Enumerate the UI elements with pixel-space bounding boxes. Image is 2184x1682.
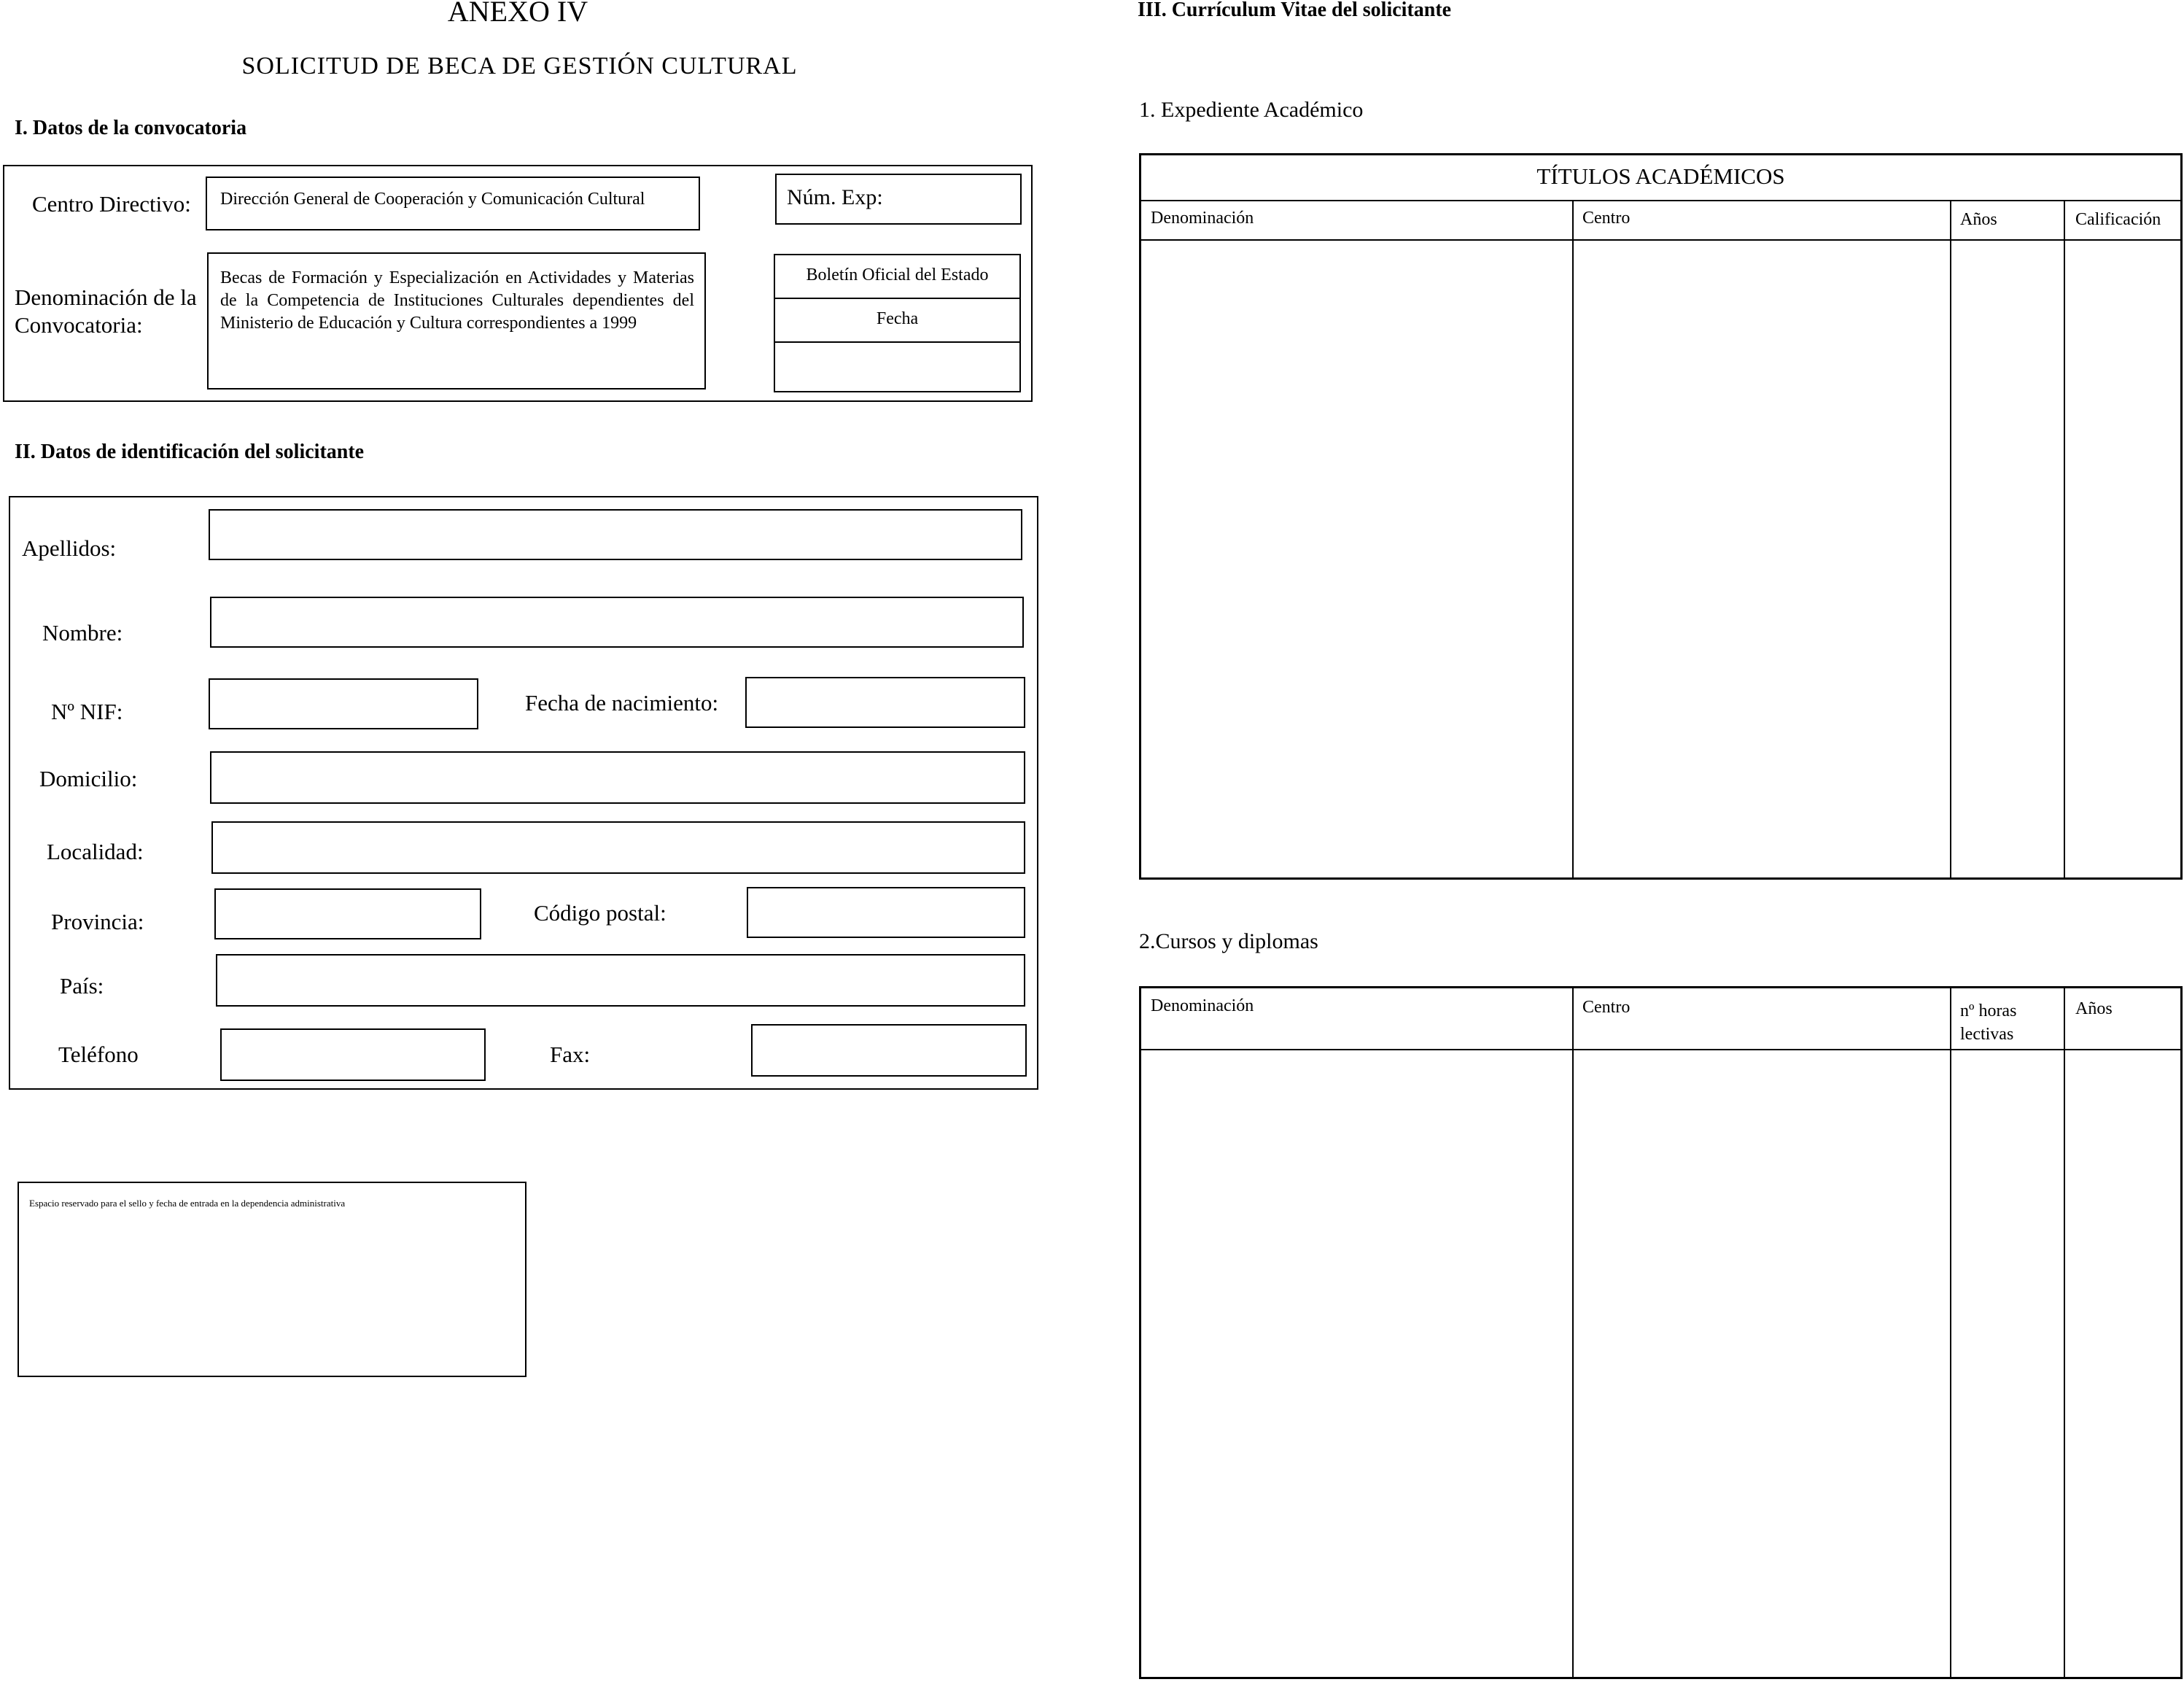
num-exp-label: Núm. Exp: (787, 185, 883, 209)
codigo-postal-label: Código postal: (534, 900, 667, 926)
boletin-divider-1 (774, 298, 1021, 299)
pais-label: País: (60, 973, 104, 999)
cursos-body[interactable] (1141, 1050, 2180, 1677)
titulos-col-calificacion: Calificación (2075, 210, 2161, 229)
codigo-postal-input[interactable] (747, 887, 1025, 938)
domicilio-label: Domicilio: (39, 766, 138, 791)
section-1-heading: I. Datos de la convocatoria (15, 117, 247, 139)
fecha-field[interactable] (775, 343, 1019, 391)
titulos-col-denominacion: Denominación (1151, 209, 1254, 228)
section-3-heading: III. Currículum Vitae del solicitante (1138, 0, 1452, 21)
num-exp-field[interactable] (775, 174, 1022, 225)
telefono-label: Teléfono (58, 1042, 139, 1067)
denominacion-label: Denominación de la (15, 284, 197, 310)
apellidos-label: Apellidos: (22, 535, 117, 561)
nombre-label: Nombre: (42, 620, 123, 646)
fax-label: Fax: (550, 1042, 591, 1067)
apellidos-input[interactable] (209, 509, 1022, 560)
cursos-col-horas: nº horas lectivas (1960, 1001, 2017, 1044)
titulos-title-divider (1139, 200, 2183, 201)
stamp-text: Espacio reservado para el sello y fecha de entrada en la dependencia administrativa (29, 1198, 346, 1209)
titulos-col-anos: Años (1960, 210, 1997, 229)
stamp-box (18, 1182, 526, 1377)
denominacion-value: Becas de Formación y Especialización en Actividades y Materias de la Competencia de Instituciones Culturales dependientes del Ministerio de Educación y Cultura correspondientes a 1999 (220, 268, 694, 333)
nif-input[interactable] (209, 678, 478, 729)
titulos-col-centro: Centro (1582, 209, 1631, 228)
telefono-input[interactable] (220, 1028, 486, 1081)
centro-directivo-value: Dirección General de Cooperación y Comunicación Cultural (220, 190, 645, 209)
provincia-label: Provincia: (51, 909, 144, 934)
localidad-input[interactable] (211, 821, 1025, 874)
fecha-nacimiento-input[interactable] (745, 677, 1025, 728)
boletin-label: Boletín Oficial del Estado (806, 266, 989, 284)
cursos-col-denominacion: Denominación (1151, 996, 1254, 1015)
titulos-title: TÍTULOS ACADÉMICOS (1536, 163, 1785, 189)
centro-directivo-label: Centro Directivo: (32, 191, 191, 217)
localidad-label: Localidad: (47, 839, 144, 864)
nombre-input[interactable] (210, 597, 1024, 648)
cursos-heading: 2.Cursos y diplomas (1139, 929, 1318, 953)
fax-input[interactable] (751, 1024, 1027, 1077)
cursos-col-centro: Centro (1582, 998, 1631, 1017)
annex-title: ANEXO IV (447, 0, 588, 28)
convocatoria-label: Convocatoria: (15, 312, 143, 338)
section-2-heading: II. Datos de identificación del solicitante (15, 441, 365, 463)
denominacion-field[interactable] (207, 252, 706, 390)
provincia-input[interactable] (214, 888, 481, 939)
fecha-label: Fecha (876, 309, 919, 328)
form-title: SOLICITUD DE BECA DE GESTIÓN CULTURAL (241, 53, 798, 80)
centro-directivo-field[interactable] (206, 177, 700, 230)
nif-label: Nº NIF: (51, 699, 123, 724)
domicilio-input[interactable] (210, 751, 1025, 804)
cursos-col-anos: Años (2075, 999, 2113, 1018)
pais-input[interactable] (216, 954, 1025, 1007)
expediente-heading: 1. Expediente Académico (1139, 98, 1364, 122)
fecha-nacimiento-label: Fecha de nacimiento: (525, 690, 719, 716)
titulos-body[interactable] (1141, 241, 2180, 877)
